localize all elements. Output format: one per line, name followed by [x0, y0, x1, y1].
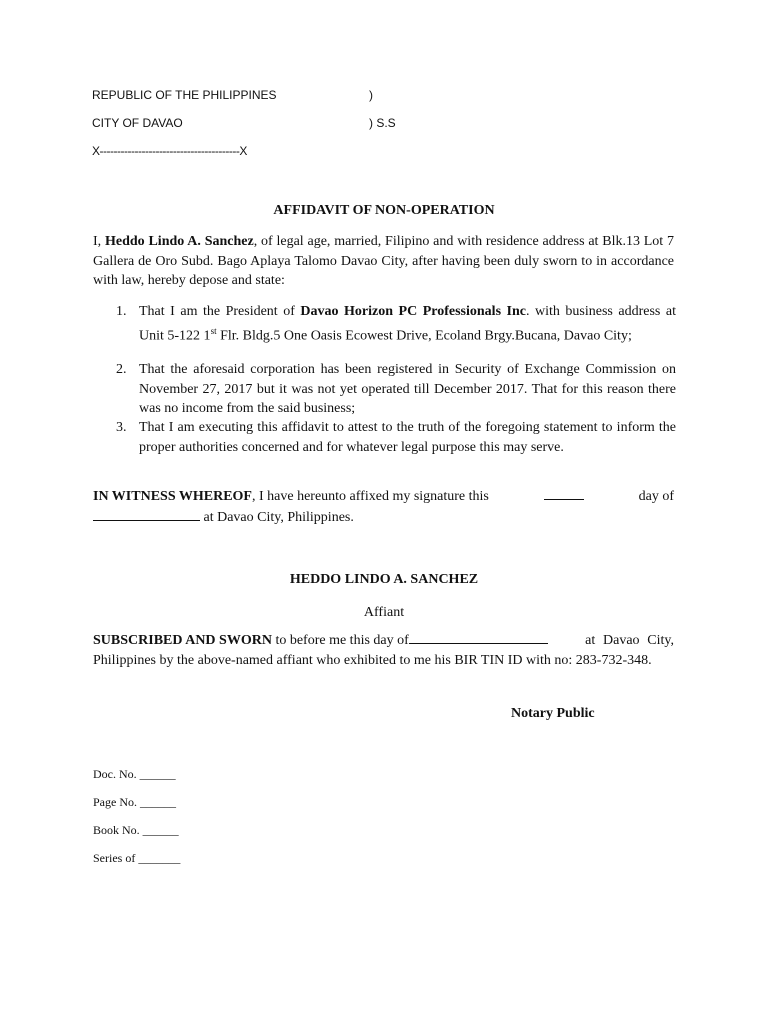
notary-public-label: Notary Public	[511, 706, 595, 721]
list-item-2	[116, 360, 676, 419]
header-ss: ) S.S	[369, 116, 396, 130]
intro-paragraph	[93, 232, 674, 291]
signature-day-blank	[544, 487, 584, 500]
header-paren-1: )	[369, 88, 373, 102]
list-text-1: That I am the President of Davao Horizon PC Professionals Inc. with business address at Unit 5-122 1st Flr. Bldg.5 One Oasis Ecowest Drive, Ecoland Brgy.Bucana, Davao City;	[139, 304, 676, 344]
series-line: Series of _______	[93, 851, 181, 865]
intro-rest: , of legal age, married, Filipino and with residence address at Blk.13 Lot 7 Gallera de Oro Subd. Bago Aplaya Talomo Davao City, after having been duly sworn to in accordance with law, hereby depose and state:	[93, 234, 675, 288]
witness-heading: IN WITNESS WHEREOF	[93, 489, 252, 504]
list-number-2: 2.	[116, 362, 127, 377]
intro-prefix: I,	[93, 234, 102, 249]
affiant-label: Affiant	[363, 605, 405, 620]
witness-paragraph: IN WITNESS WHEREOF, I have hereunto affixed my signature this day of at Davao City, Philippines.	[93, 489, 674, 525]
list-text-3: That I am executing this affidavit to attest to the truth of the foregoing statement to inform the proper authorities concerned and for whatever legal purpose this may serve.	[139, 420, 676, 455]
affiant-name: HEDDO LINDO A. SANCHEZ	[289, 572, 479, 587]
list-item-1	[116, 302, 676, 346]
doc-no-line: Doc. No. ______	[93, 767, 176, 781]
subscribed-heading: SUBSCRIBED AND SWORN	[93, 633, 272, 648]
affiant-name-inline: Heddo Lindo A. Sanchez	[104, 234, 254, 249]
list-number-1: 1.	[116, 304, 127, 319]
company-name: Davao Horizon PC Professionals Inc	[300, 304, 526, 319]
list-number-3: 3.	[116, 420, 127, 435]
signature-month-blank	[93, 508, 200, 521]
list-text-2: That the aforesaid corporation has been registered in Security of Exchange Commission on November 27, 2017 but it was not yet operated till December 2017. That for this reason there was no income from the said business;	[139, 362, 676, 416]
subscribed-paragraph: SUBSCRIBED AND SWORN to before me this day of at Davao City, Philippines by the above-named affiant who exhibited to me his BIR TIN ID with no: 283-732-348.	[93, 633, 675, 668]
header-separator: X----------------------------------------X	[92, 144, 247, 158]
header-republic: REPUBLIC OF THE PHILIPPINES	[92, 88, 277, 102]
header-city: CITY OF DAVAO	[92, 116, 183, 130]
subscribed-rest: at Davao City, Philippines by the above-named affiant who exhibited to me his BIR TIN ID with no: 283-732-348.	[93, 633, 675, 668]
book-no-line: Book No. ______	[93, 823, 179, 837]
list-item-3	[116, 418, 676, 457]
document-title: AFFIDAVIT OF NON-OPERATION	[273, 203, 495, 218]
page-no-line: Page No. ______	[93, 795, 176, 809]
